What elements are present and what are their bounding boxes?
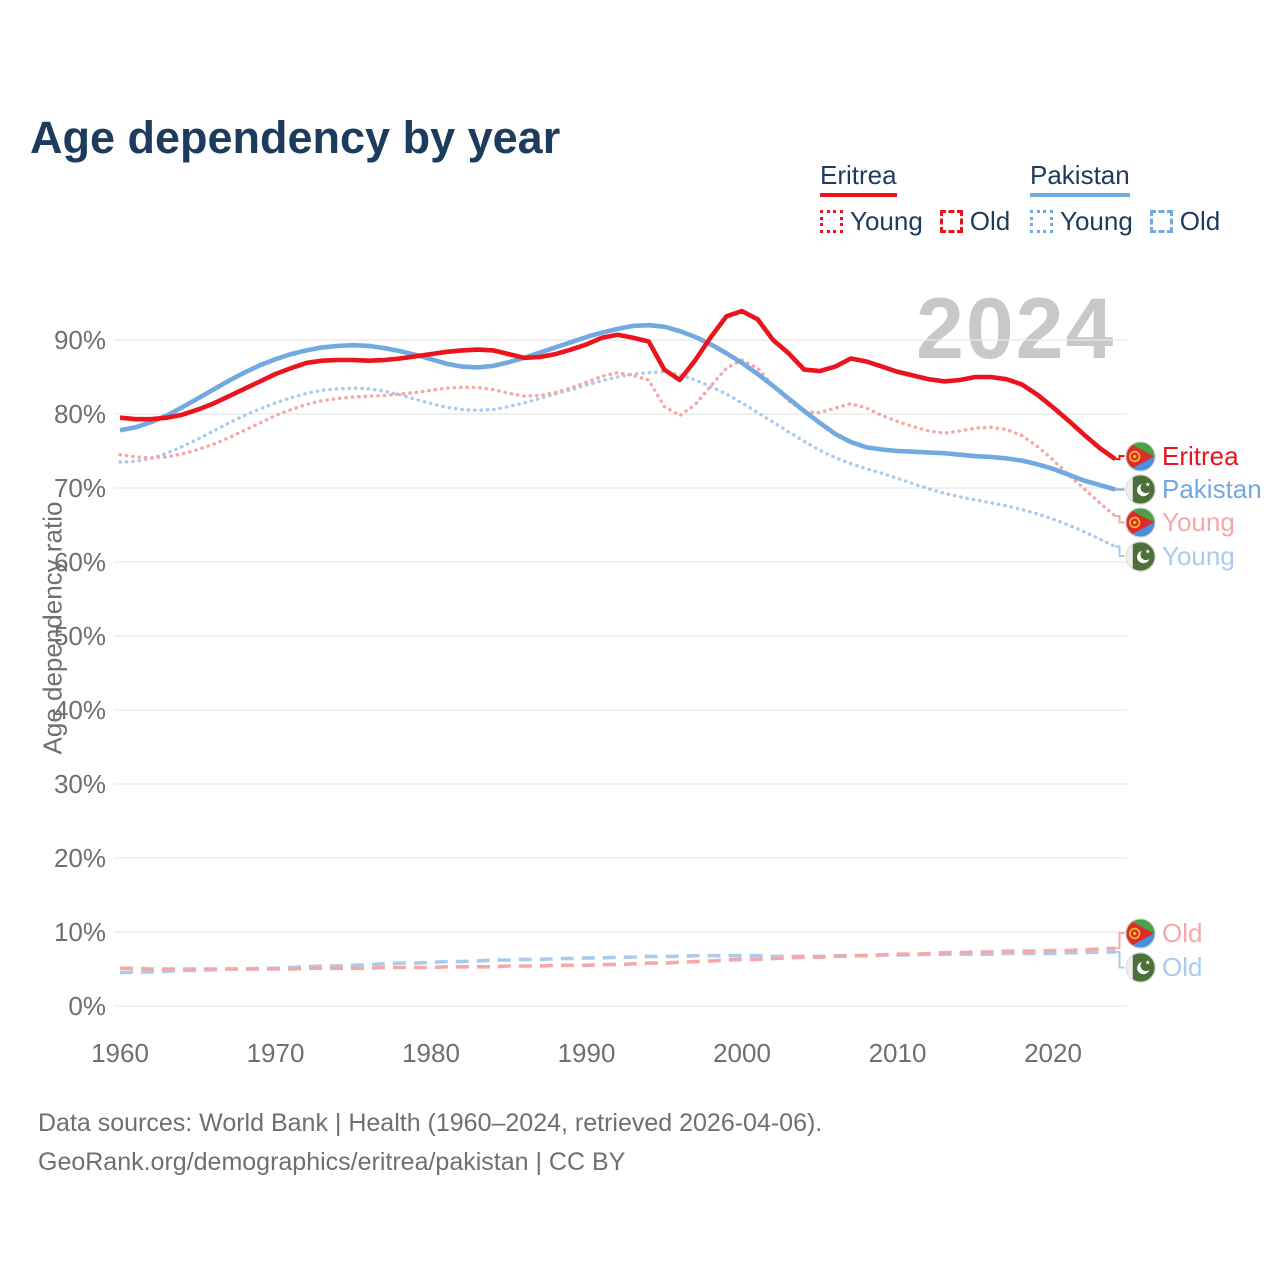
eritrea-flag-icon	[1125, 507, 1156, 538]
legend-label-eritrea-young: Young	[850, 206, 923, 236]
legend-swatch-eritrea-old-dashed-icon	[940, 210, 963, 233]
x-tick-label: 1970	[246, 1038, 305, 1068]
legend-group-pakistan	[1030, 160, 1237, 237]
series-end-label-text: Young	[1162, 540, 1235, 571]
x-tick-label: 1980	[402, 1038, 460, 1068]
series-end-label-pakistan-old	[1125, 951, 1202, 983]
pakistan-flag-icon	[1125, 952, 1156, 983]
y-tick-label: 50%	[53, 621, 106, 651]
y-tick-label: 40%	[53, 695, 106, 725]
y-tick-label: 80%	[53, 399, 106, 429]
y-tick-label: 60%	[53, 547, 106, 577]
series-end-label-eritrea-old	[1125, 917, 1202, 949]
y-axis-title: Age dependency ratio	[37, 501, 68, 755]
y-tick-label: 90%	[53, 325, 106, 355]
source-url-line: GeoRank.org/demographics/eritrea/pakistan | CC BY	[38, 1148, 626, 1176]
legend-header-eritrea: Eritrea	[820, 160, 897, 197]
legend-label-pakistan-young: Young	[1060, 206, 1133, 236]
legend-label-eritrea-old: Old	[969, 206, 1011, 236]
x-tick-label: 1960	[91, 1038, 149, 1068]
series-connector-eritrea-total	[1115, 456, 1124, 459]
y-tick-label: 20%	[53, 843, 106, 873]
legend-items-eritrea	[820, 206, 1027, 237]
series-end-label-text: Pakistan	[1162, 473, 1262, 504]
series-line-pakistan-young	[120, 372, 1115, 547]
series-end-label-pakistan-total	[1125, 473, 1262, 505]
pakistan-flag-icon	[1125, 541, 1156, 572]
x-tick-label: 2000	[713, 1038, 771, 1068]
series-end-label-pakistan-young	[1125, 540, 1235, 572]
series-end-label-eritrea-total	[1125, 440, 1239, 472]
page-title: Age dependency by year	[30, 112, 561, 164]
series-line-pakistan-total	[120, 325, 1115, 489]
eritrea-flag-icon	[1125, 918, 1156, 949]
series-line-eritrea-old	[120, 948, 1115, 969]
legend-label-pakistan-old: Old	[1179, 206, 1221, 236]
series-line-eritrea-total	[120, 311, 1115, 459]
y-tick-label: 0%	[68, 991, 106, 1021]
legend-items-pakistan	[1030, 206, 1237, 237]
series-connector-pakistan-old	[1115, 952, 1124, 968]
y-tick-label: 30%	[53, 769, 106, 799]
series-end-label-text: Old	[1162, 951, 1203, 982]
series-end-label-eritrea-young	[1125, 506, 1235, 538]
series-connector-pakistan-young	[1115, 547, 1124, 557]
y-tick-label: 10%	[53, 917, 106, 947]
series-connector-eritrea-young	[1115, 516, 1124, 522]
attribution-footer	[38, 1104, 822, 1182]
year-watermark: 2024	[916, 281, 1116, 377]
legend-header-pakistan: Pakistan	[1030, 160, 1130, 197]
series-end-label-text: Old	[1162, 917, 1203, 948]
legend-swatch-pakistan-young-dotted-icon	[1030, 210, 1053, 233]
eritrea-flag-icon	[1125, 441, 1156, 472]
legend-swatch-pakistan-old-dashed-icon	[1150, 210, 1173, 233]
x-tick-label: 1990	[557, 1038, 616, 1068]
series-line-eritrea-young	[120, 360, 1115, 516]
pakistan-flag-icon	[1125, 474, 1156, 505]
series-end-label-text: Eritrea	[1162, 440, 1239, 471]
x-tick-label: 2020	[1024, 1038, 1082, 1068]
x-tick-label: 2010	[868, 1038, 927, 1068]
legend-swatch-eritrea-young-dotted-icon	[820, 210, 843, 233]
y-tick-label: 70%	[53, 473, 106, 503]
series-connector-eritrea-old	[1115, 933, 1124, 948]
data-sources-line: Data sources: World Bank | Health (1960–2024, retrieved 2026-04-06).	[38, 1109, 823, 1137]
legend-group-eritrea	[820, 160, 1027, 237]
series-end-label-text: Young	[1162, 506, 1235, 537]
